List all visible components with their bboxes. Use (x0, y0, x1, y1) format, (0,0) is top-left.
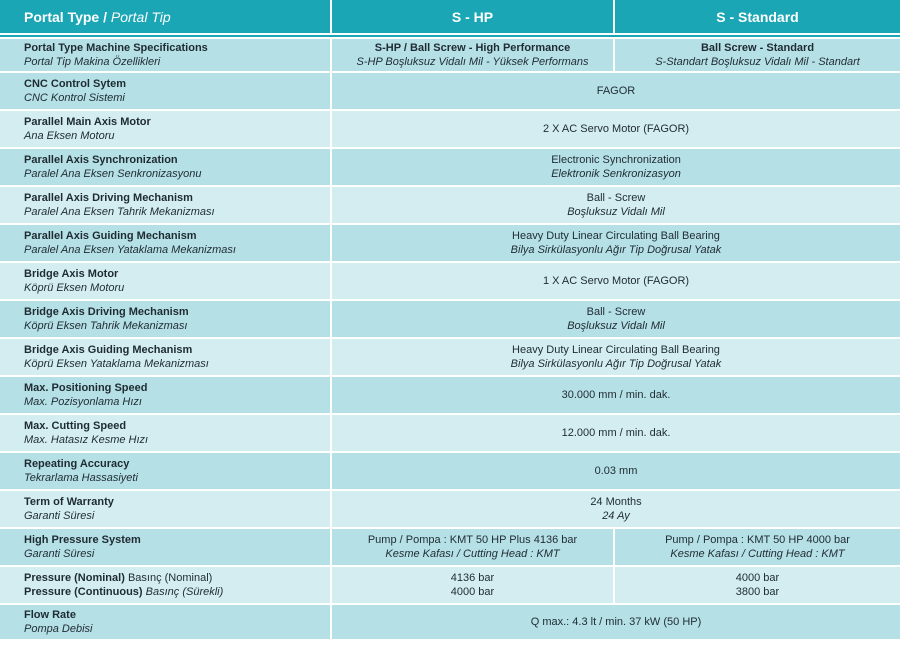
row-value: Heavy Duty Linear Circulating Ball Bearing Bilya Sirkülasyonlu Ağır Tip Doğrusal Yatak (332, 339, 900, 377)
table-row (0, 149, 900, 187)
row-value-s-standard: Pump / Pompa : KMT 50 HP 4000 bar Kesme Kafası / Cutting Head : KMT (615, 529, 900, 567)
row-label: High Pressure System Garanti Süresi (0, 529, 332, 567)
table-row (0, 491, 900, 529)
table-row (0, 263, 900, 301)
table-row (0, 567, 900, 605)
row-label: Bridge Axis Driving Mechanism Köprü Eksen Tahrik Mekanizması (0, 301, 332, 339)
row-value-s-standard: Ball Screw - Standard S-Standart Boşluksuz Vidalı Mil - Standart (615, 39, 900, 73)
table-row (0, 415, 900, 453)
row-label: Max. Positioning Speed Max. Pozisyonlama Hızı (0, 377, 332, 415)
table-row (0, 225, 900, 263)
row-value: 30.000 mm / min. dak. (332, 377, 900, 415)
row-value: Q max.: 4.3 lt / min. 37 kW (50 HP) (332, 605, 900, 641)
table-header (0, 0, 900, 35)
row-value-s-hp: 4136 bar 4000 bar (332, 567, 615, 605)
row-value: 24 Months 24 Ay (332, 491, 900, 529)
row-value: 1 X AC Servo Motor (FAGOR) (332, 263, 900, 301)
table-row (0, 111, 900, 149)
header-s-hp: S - HP (332, 0, 615, 35)
row-label: CNC Control Sytem CNC Kontrol Sistemi (0, 73, 332, 111)
row-label: Max. Cutting Speed Max. Hatasız Kesme Hızı (0, 415, 332, 453)
table-row (0, 301, 900, 339)
row-value: 0.03 mm (332, 453, 900, 491)
table-row (0, 453, 900, 491)
row-value-s-hp: Pump / Pompa : KMT 50 HP Plus 4136 bar Kesme Kafası / Cutting Head : KMT (332, 529, 615, 567)
row-label: Parallel Axis Guiding Mechanism Paralel Ana Eksen Yataklama Mekanizması (0, 225, 332, 263)
row-value: Electronic Synchronization Elektronik Senkronizasyon (332, 149, 900, 187)
row-value-s-hp: S-HP / Ball Screw - High Performance S-HP Boşluksuz Vidalı Mil - Yüksek Performans (332, 39, 615, 73)
row-label: Bridge Axis Guiding Mechanism Köprü Eksen Yataklama Mekanizması (0, 339, 332, 377)
row-label: Bridge Axis Motor Köprü Eksen Motoru (0, 263, 332, 301)
row-value: Heavy Duty Linear Circulating Ball Bearing Bilya Sirkülasyonlu Ağır Tip Doğrusal Yatak (332, 225, 900, 263)
row-value: 2 X AC Servo Motor (FAGOR) (332, 111, 900, 149)
table-row (0, 39, 900, 73)
row-value: Ball - Screw Boşluksuz Vidalı Mil (332, 301, 900, 339)
table-row (0, 339, 900, 377)
table-row (0, 73, 900, 111)
table-row (0, 529, 900, 567)
row-value: Ball - Screw Boşluksuz Vidalı Mil (332, 187, 900, 225)
row-label: Flow Rate Pompa Debisi (0, 605, 332, 641)
row-label: Parallel Axis Driving Mechanism Paralel Ana Eksen Tahrik Mekanizması (0, 187, 332, 225)
row-label: Portal Type Machine Specifications Portal Tip Makina Özellikleri (0, 39, 332, 73)
header-s-standard: S - Standard (615, 0, 900, 35)
table-row (0, 377, 900, 415)
row-label: Pressure (Nominal) Basınç (Nominal) Pressure (Continuous) Basınç (Sürekli) (0, 567, 332, 605)
header-portal-type: Portal Type / Portal Tip (0, 0, 332, 35)
row-label: Parallel Axis Synchronization Paralel Ana Eksen Senkronizasyonu (0, 149, 332, 187)
table-row (0, 187, 900, 225)
row-label: Repeating Accuracy Tekrarlama Hassasiyeti (0, 453, 332, 491)
row-label: Term of Warranty Garanti Süresi (0, 491, 332, 529)
row-value-s-standard: 4000 bar 3800 bar (615, 567, 900, 605)
table-row (0, 605, 900, 641)
row-value: 12.000 mm / min. dak. (332, 415, 900, 453)
row-value: FAGOR (332, 73, 900, 111)
row-label: Parallel Main Axis Motor Ana Eksen Motoru (0, 111, 332, 149)
